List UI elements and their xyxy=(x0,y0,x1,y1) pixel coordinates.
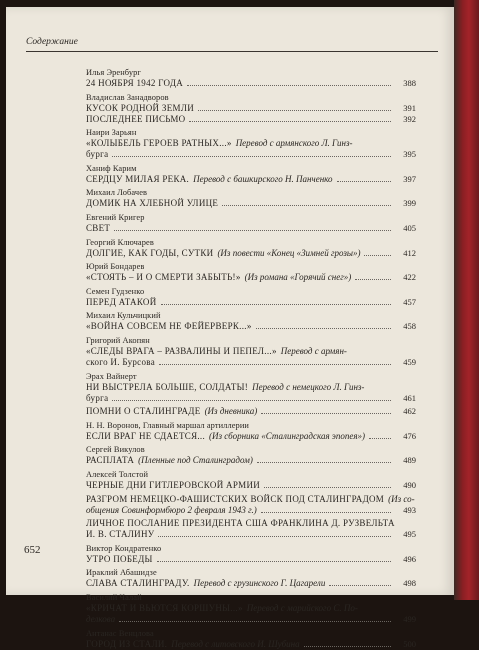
toc-title: «ВОЙНА СОВСЕМ НЕ ФЕЙЕРВЕРК...» xyxy=(86,321,252,332)
toc-title: УТРО ПОБЕДЫ xyxy=(86,553,153,564)
toc-leader-dots xyxy=(337,181,391,182)
toc-title: 24 НОЯБРЯ 1942 ГОДА xyxy=(86,78,184,88)
toc-title: ГОРОД ИЗ СТАЛИ. xyxy=(86,638,168,649)
toc-author: Ханиф Карим xyxy=(86,163,137,173)
toc-line xyxy=(86,529,416,540)
toc-title: СЕРДЦУ МИЛАЯ РЕКА. xyxy=(86,173,190,184)
toc-page-number: 500 xyxy=(403,638,416,649)
toc-author: Михаил Лобачев xyxy=(86,188,148,198)
toc-line xyxy=(86,223,416,234)
toc-leader-dots xyxy=(114,230,391,231)
toc-author: Михаил Кульчицкий xyxy=(86,311,161,321)
toc-author: Семен Гудзенко xyxy=(86,286,145,296)
toc-author: Наири Зарьян xyxy=(86,128,137,138)
toc-entry xyxy=(86,212,416,234)
toc-title: РАЗГРОМ НЕМЕЦКО-ФАШИСТСКИХ ВОЙСК ПОД СТАЛИНГРАДОМ xyxy=(86,493,385,504)
toc-author: Н. Н. Воронов, Главный маршал артиллерии xyxy=(86,420,250,430)
toc-line xyxy=(86,505,416,516)
toc-line xyxy=(86,346,416,357)
toc-page-number: 496 xyxy=(403,553,416,564)
toc-title: КУСОК РОДНОЙ ЗЕМЛИ xyxy=(86,102,195,113)
toc-author: Георгий Ключарев xyxy=(86,237,154,247)
toc-page-number: 457 xyxy=(403,296,416,307)
toc-page-number: 405 xyxy=(403,223,416,233)
toc-line xyxy=(86,114,416,125)
toc-author: Григорий Акопян xyxy=(86,336,150,345)
toc-page-number: 476 xyxy=(403,430,416,441)
toc-entry xyxy=(86,371,416,404)
toc-page-number: 392 xyxy=(403,113,416,124)
toc-entry xyxy=(86,92,416,125)
toc-note: делкова xyxy=(86,614,116,624)
toc-title: ПОМНИ О СТАЛИНГРАДЕ xyxy=(86,406,201,417)
toc-line xyxy=(86,578,416,589)
toc-title: РАСПЛАТА xyxy=(86,455,135,466)
toc-note: (Из повести «Конец «Зимней грозы») xyxy=(217,247,361,258)
toc-leader-dots xyxy=(304,646,391,647)
toc-line xyxy=(86,103,416,114)
toc-page-number: 499 xyxy=(403,614,416,624)
toc-line xyxy=(86,455,416,466)
toc-line xyxy=(86,554,416,565)
toc-note: Перевод с башкирского Н. Панченко xyxy=(193,173,333,184)
toc-line xyxy=(86,174,416,185)
toc-line xyxy=(86,639,416,650)
toc-author: Сергей Викулов xyxy=(86,445,145,455)
toc-author: Алексей Толстой xyxy=(86,470,149,479)
toc-entry xyxy=(86,406,416,417)
book-edge xyxy=(454,0,479,600)
toc-leader-dots xyxy=(264,487,391,488)
toc-line xyxy=(86,138,416,149)
toc-title: И. В. СТАЛИНУ xyxy=(86,529,155,540)
toc-note: Перевод с армян- xyxy=(280,346,347,356)
toc-page-number: 397 xyxy=(403,173,416,184)
toc-page-number: 461 xyxy=(403,392,416,403)
toc-leader-dots xyxy=(119,621,391,622)
toc-title: СЛАВА СТАЛИНГРАДУ. xyxy=(86,578,190,589)
toc-leader-dots xyxy=(158,536,391,537)
toc-entry xyxy=(86,286,416,308)
toc-entry xyxy=(86,592,416,625)
toc-line xyxy=(86,603,416,614)
toc-leader-dots xyxy=(329,585,391,586)
toc-author: Ираклий Абашидзе xyxy=(86,568,157,578)
toc-author: Евгений Кригер xyxy=(86,213,145,222)
toc-note: Перевод с марийского С. По- xyxy=(246,603,358,613)
toc-line xyxy=(86,78,416,89)
toc-title: бурга xyxy=(86,149,109,160)
toc-entry xyxy=(86,335,416,368)
toc-leader-dots xyxy=(198,110,391,111)
page-number: 652 xyxy=(24,544,41,556)
toc-leader-dots xyxy=(159,364,391,365)
toc-leader-dots xyxy=(187,85,391,86)
toc-entry xyxy=(86,187,416,209)
toc-title: «КРИЧАТ И ВЬЮТСЯ КОРШУНЫ...» xyxy=(86,603,243,613)
toc-entry xyxy=(86,628,416,650)
toc-entry xyxy=(86,469,416,491)
toc-entry xyxy=(86,163,416,185)
running-head: Содержание xyxy=(26,37,78,47)
toc-entry xyxy=(86,494,416,516)
toc-page-number: 391 xyxy=(403,102,416,113)
toc-title: ПОСЛЕДНЕЕ ПИСЬМО xyxy=(86,113,186,124)
toc-line xyxy=(86,614,416,625)
toc-title: ПЕРЕД АТАКОЙ xyxy=(86,296,157,307)
toc-entry xyxy=(86,310,416,332)
toc-line xyxy=(86,480,416,491)
toc-entry xyxy=(86,261,416,283)
toc-note: общения Совинформбюро 2 февраля 1943 г.) xyxy=(86,504,257,515)
toc-note: Перевод с армянского Л. Гинз- xyxy=(235,138,353,149)
toc-page-number: 388 xyxy=(403,78,416,88)
toc-entry xyxy=(86,67,416,89)
toc-page-number: 395 xyxy=(403,149,416,160)
toc-entry xyxy=(86,567,416,589)
toc-entry xyxy=(86,420,416,442)
toc-line xyxy=(86,393,416,404)
toc-note: (Из со- xyxy=(388,493,415,504)
toc-leader-dots xyxy=(355,279,391,280)
toc-leader-dots xyxy=(112,400,391,401)
toc-title: «СЛЕДЫ ВРАГА – РАЗВАЛИНЫ И ПЕПЕЛ...» xyxy=(86,346,277,356)
toc-author: Василий Чалай xyxy=(86,593,142,602)
toc-page-number: 498 xyxy=(403,578,416,589)
toc-leader-dots xyxy=(256,328,391,329)
toc-title: «КОЛЫБЕЛЬ ГЕРОЕВ РАТНЫХ...» xyxy=(86,138,232,149)
toc-note: (Пленные под Сталинградом) xyxy=(138,455,253,466)
toc-page-number: 458 xyxy=(403,321,416,332)
toc-page-number: 489 xyxy=(403,455,416,466)
toc-title: ЛИЧНОЕ ПОСЛАНИЕ ПРЕЗИДЕНТА США ФРАНКЛИНА Д. РУЗВЕЛЬТА xyxy=(86,518,395,529)
toc-line xyxy=(86,382,416,393)
toc-line xyxy=(86,272,416,283)
toc-title: ЧЕРНЫЕ ДНИ ГИТЛЕРОВСКОЙ АРМИИ xyxy=(86,480,261,490)
toc-note: Перевод с немецкого Л. Гинз- xyxy=(252,381,365,392)
toc-note: (Из дневника) xyxy=(204,406,258,417)
toc-title: ЕСЛИ ВРАГ НЕ СДАЕТСЯ... xyxy=(86,430,206,441)
toc-page-number: 462 xyxy=(403,406,416,417)
toc-page-number: 495 xyxy=(403,529,416,540)
toc-entry xyxy=(86,543,416,565)
toc-title: «СТОЯТЬ – И О СМЕРТИ ЗАБЫТЬ!» xyxy=(86,272,241,283)
toc-page-number: 493 xyxy=(403,504,416,515)
toc-author: Илья Эренбург xyxy=(86,68,141,77)
toc-entry xyxy=(86,127,416,160)
toc-line xyxy=(86,357,416,368)
toc-title: бурга xyxy=(86,392,109,403)
toc-line xyxy=(86,198,416,209)
toc-line xyxy=(86,406,416,417)
toc-author: Юрий Бондарев xyxy=(86,262,145,272)
toc-leader-dots xyxy=(222,205,391,206)
toc-title: ДОМИК НА ХЛЕБНОЙ УЛИЦЕ xyxy=(86,198,219,209)
toc-page-number: 490 xyxy=(403,480,416,490)
toc-note: (Из романа «Горячий снег») xyxy=(244,272,352,283)
toc-leader-dots xyxy=(161,304,391,305)
toc-entry xyxy=(86,518,416,540)
toc-leader-dots xyxy=(157,561,391,562)
toc-page-number: 422 xyxy=(403,272,416,283)
toc-line xyxy=(86,297,416,308)
toc-entry xyxy=(86,444,416,466)
toc-line xyxy=(86,494,416,505)
toc-title: НИ ВЫСТРЕЛА БОЛЬШЕ, СОЛДАТЫ! xyxy=(86,381,249,392)
toc-author: Владислав Занадворов xyxy=(86,92,169,102)
toc-leader-dots xyxy=(257,462,391,463)
toc-leader-dots xyxy=(112,156,391,157)
toc-line xyxy=(86,248,416,259)
toc-line xyxy=(86,149,416,160)
toc-title: СВЕТ xyxy=(86,223,111,233)
toc-author: Эрах Вайнерт xyxy=(86,371,137,381)
toc-line xyxy=(86,518,416,529)
toc-author: Антанас Венцлова xyxy=(86,628,154,638)
toc-page-number: 459 xyxy=(403,357,416,367)
toc-title: ДОЛГИЕ, КАК ГОДЫ, СУТКИ xyxy=(86,247,214,258)
toc-note: (Из сборника «Сталинградская эпопея») xyxy=(209,430,366,441)
toc-line xyxy=(86,431,416,442)
toc-leader-dots xyxy=(189,121,391,122)
toc-leader-dots xyxy=(261,413,391,414)
toc-author: Виктор Кондратенко xyxy=(86,543,162,553)
toc-leader-dots xyxy=(364,255,391,256)
toc-leader-dots xyxy=(261,512,391,513)
toc-page-number: 412 xyxy=(403,247,416,258)
toc-title: ского И. Бурсова xyxy=(86,357,155,367)
toc-note: Перевод с литовского И. Шубина xyxy=(171,638,300,649)
toc-leader-dots xyxy=(369,438,391,439)
toc-page-number: 399 xyxy=(403,198,416,209)
toc-entry xyxy=(86,237,416,259)
toc-note: Перевод с грузинского Г. Цагарели xyxy=(193,578,326,589)
toc-line xyxy=(86,321,416,332)
